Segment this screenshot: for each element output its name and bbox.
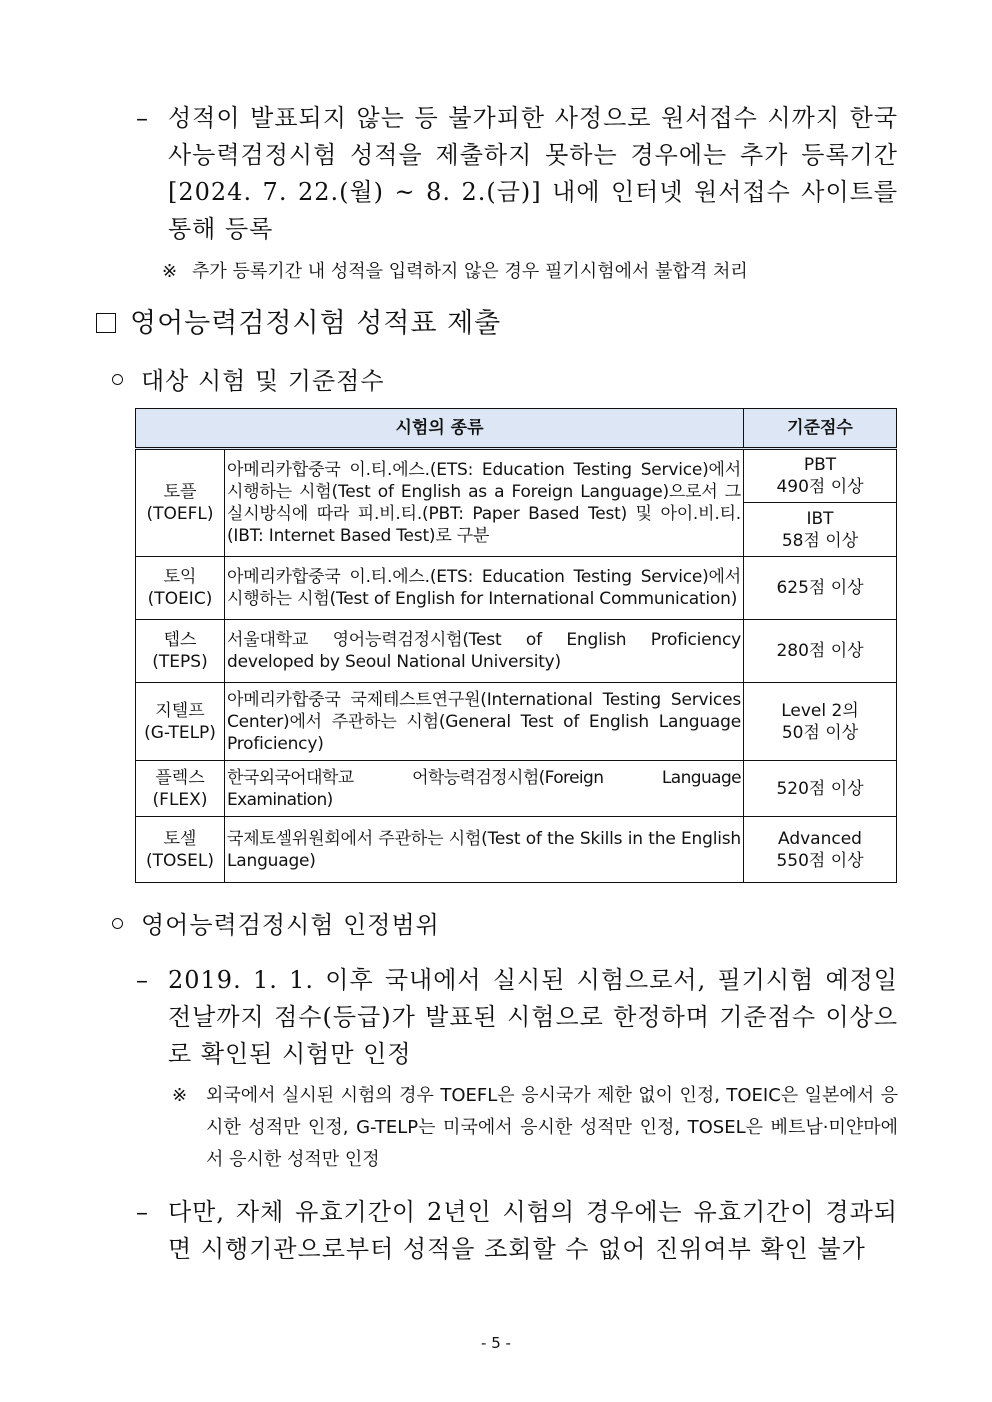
- dash-mark: –: [136, 104, 149, 132]
- exam-name: 토셀: [163, 828, 197, 849]
- table-row: [136, 761, 897, 817]
- subsection-heading-target-exams: [112, 364, 385, 398]
- score-line: 490점 이상: [776, 477, 864, 497]
- score-cell: [744, 761, 897, 817]
- circle-bullet-icon: [112, 918, 123, 929]
- exam-name-cell: [136, 817, 225, 883]
- reference-mark: ※: [162, 261, 178, 282]
- bullet-item-score-registration: [136, 100, 898, 248]
- section-heading: [96, 306, 501, 342]
- score-cell: [744, 683, 897, 761]
- exam-abbr: (TOEFL): [146, 504, 214, 524]
- circle-bullet-icon: [112, 374, 123, 385]
- exam-criteria-table: [135, 408, 897, 883]
- score-line: 550점 이상: [776, 850, 864, 871]
- dash-mark: –: [136, 1198, 149, 1226]
- table-row: [136, 557, 897, 620]
- score-line: Level 2의: [781, 700, 859, 721]
- bullet-text: 성적이 발표되지 않는 등 불가피한 사정으로 원서접수 시까지 한국사능력검정시험 성적을 제출하지 못하는 경우에는 추가 등록기간[2024. 7. 22.(월) ~ 8. 2.(금)] 내에 인터넷 원서접수 사이트를 통해 등록: [168, 104, 898, 243]
- note-additional-registration: [162, 256, 898, 288]
- exam-name-cell: [136, 620, 225, 683]
- score-cell-ibt: [744, 503, 897, 557]
- bullet-text: 2019. 1. 1. 이후 국내에서 실시된 시험으로서, 필기시험 예정일 전날까지 점수(등급)가 발표된 시험으로 한정하며 기준점수 이상으로 확인된 시험만 인정: [168, 966, 898, 1068]
- bullet-item-recognition-period: [136, 962, 898, 1073]
- score-cell-pbt: [744, 449, 897, 503]
- table-header-row: [136, 409, 897, 449]
- score-cell: [744, 557, 897, 620]
- exam-description: 국제토셀위원회에서 주관하는 시험(Test of the Skills in the English Language): [225, 817, 744, 883]
- exam-description: 아메리카합중국 국제테스트연구원(International Testing Services Center)에서 주관하는 시험(General Test of English Language Proficiency): [225, 683, 744, 761]
- score-line: 520점 이상: [776, 778, 864, 799]
- exam-name: 플렉스: [155, 767, 205, 788]
- exam-abbr: (G-TELP): [144, 722, 216, 743]
- exam-name: 토플: [163, 482, 197, 502]
- note-text: 추가 등록기간 내 성적을 입력하지 않은 경우 필기시험에서 불합격 처리: [192, 261, 748, 282]
- exam-abbr: (TOSEL): [145, 850, 215, 871]
- exam-name-cell: [136, 557, 225, 620]
- table-row: [136, 817, 897, 883]
- table-row: [136, 449, 897, 503]
- note-foreign-tests: [172, 1080, 898, 1176]
- page-number: - 5 -: [481, 1334, 511, 1352]
- exam-abbr: (FLEX): [152, 789, 208, 810]
- score-line: 625점 이상: [776, 578, 864, 598]
- bullet-text: 다만, 자체 유효기간이 2년인 시험의 경우에는 유효기간이 경과되면 시행기관으로부터 성적을 조회할 수 없어 진위여부 확인 불가: [168, 1198, 898, 1263]
- exam-description: 아메리카합중국 이.티.에스.(ETS: Education Testing Service)에서 시행하는 시험(Test of English for International Communication): [225, 557, 744, 620]
- subsection-title: 대상 시험 및 기준점수: [141, 367, 385, 395]
- exam-name: 텝스: [163, 630, 197, 650]
- exam-description: 서울대학교 영어능력검정시험(Test of English Proficiency developed by Seoul National University): [225, 620, 744, 683]
- score-line: IBT: [806, 508, 834, 529]
- table-row: [136, 620, 897, 683]
- section-title: 영어능력검정시험 성적표 제출: [130, 308, 502, 339]
- reference-mark: ※: [172, 1085, 188, 1106]
- score-line: 58점 이상: [781, 530, 859, 551]
- score-cell: [744, 620, 897, 683]
- exam-name: 지텔프: [155, 700, 205, 721]
- subsection-heading-recognition-scope: [112, 908, 440, 942]
- score-line: PBT: [803, 455, 837, 475]
- dash-mark: –: [136, 966, 149, 994]
- exam-name: 토익: [163, 567, 197, 587]
- exam-name-cell: [136, 683, 225, 761]
- exam-description: 한국외국어대학교 어학능력검정시험(Foreign Language Examination): [225, 761, 744, 817]
- score-line: Advanced: [778, 828, 862, 849]
- header-exam-kind: 시험의 종류: [136, 409, 744, 449]
- exam-description: 아메리카합중국 이.티.에스.(ETS: Education Testing Service)에서 시행하는 시험(Test of English as a Foreign Language)으로서 그 실시방식에 따라 피.비.티.(PBT: Paper Based Test) 및 아이.비.티.(IBT: Internet Based Test)로 구분: [225, 449, 744, 557]
- checkbox-square-icon: [96, 313, 116, 333]
- exam-abbr: (TOEIC): [147, 589, 213, 609]
- exam-abbr: (TEPS): [152, 652, 208, 672]
- score-cell: [744, 817, 897, 883]
- score-line: 280점 이상: [776, 641, 864, 661]
- score-line: 50점 이상: [781, 722, 859, 743]
- header-base-score: 기준점수: [744, 409, 897, 449]
- exam-name-cell: [136, 449, 225, 557]
- note-text: 외국에서 실시된 시험의 경우 TOEFL은 응시국가 제한 없이 인정, TOEIC은 일본에서 응시한 성적만 인정, G-TELP는 미국에서 응시한 성적만 인정, TOSEL은 베트남·미얀마에서 응시한 성적만 인정: [206, 1085, 898, 1170]
- subsection-title: 영어능력검정시험 인정범위: [141, 911, 440, 939]
- exam-name-cell: [136, 761, 225, 817]
- bullet-item-validity-period: [136, 1194, 898, 1268]
- table-row: [136, 683, 897, 761]
